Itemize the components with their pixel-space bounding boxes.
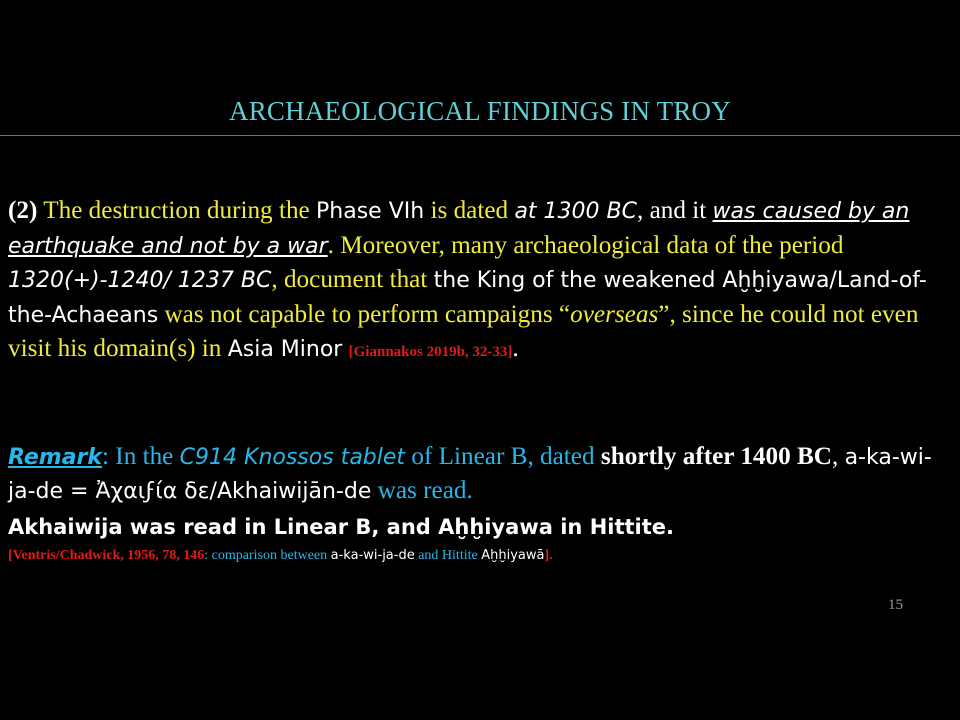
text-segment: was read.: [371, 477, 473, 504]
text-segment: of Linear B, dated: [405, 443, 601, 470]
main-paragraph: (2) The destruction during the Phase VIh is dated at 1300 BC, and it was caused by an earthquake and not by a war. Moreover, many archaeological data of the period 1320(+)-1240/ 1237 BC, document that the King of the weakened Aḫḫiyawa/Land-of-the-Achaeans was not capable to perform campaigns “overseas”, since he could not even visit his domain(s) in Asia Minor [Giannakos 2019b, 32-33].: [8, 197, 927, 363]
period-phrase: 1320(+)-1240/ 1237 BC: [8, 268, 272, 294]
citation: [Giannakos 2019b, 32-33]: [348, 344, 513, 361]
hittite-word: Aḫḫiyawā: [481, 548, 545, 563]
key-statement: Akhaiwija was read in Linear B, and Aḫḫiyawa in Hittite.: [8, 515, 675, 539]
reference-line: [Ventris/Chadwick, 1956, 78, 146: comparison between a-ka-wi-ja-de and Hittite Aḫḫiyawā].: [8, 548, 553, 563]
transliteration: a-ka-wi-ja-de = Ἀχαιϝία δε/Akhaiwijān-de: [8, 445, 932, 504]
remark-label: Remark: [8, 445, 103, 470]
point-number: (2): [8, 197, 38, 224]
remark-paragraph: Remark: In the C914 Knossos tablet of Linear B, dated shortly after 1400 BC, a-ka-wi-ja-de = Ἀχαιϝία δε/Akhaiwijān-de was read.: [8, 443, 932, 504]
text-segment: , and it: [636, 197, 713, 224]
slide-title: ARCHAEOLOGICAL FINDINGS IN TROY: [229, 96, 731, 126]
overseas-word: overseas: [570, 300, 659, 328]
king-phrase: the King of the weakened Aḫḫiyawa/Land-of-the-Achaeans: [8, 268, 927, 328]
text-segment: , document that: [271, 266, 434, 294]
asia-minor: Asia Minor: [227, 337, 343, 363]
reference-source: [Ventris/Chadwick, 1956, 78, 146: [8, 548, 205, 563]
text-segment: is dated: [424, 197, 515, 224]
date-phrase: shortly after 1400 BC: [600, 443, 832, 470]
tablet-name: C914 Knossos tablet: [179, 445, 406, 470]
phase-label: Phase VIh: [316, 199, 425, 224]
text-segment: and Hittite: [414, 548, 482, 563]
page-number: 15: [888, 597, 903, 613]
text-segment: was not capable to perform campaigns “: [158, 300, 571, 328]
text-segment: : comparison between: [204, 548, 331, 563]
linear-b-word: a-ka-wi-ja-de: [330, 548, 415, 563]
date-phrase: at 1300 BC: [514, 199, 637, 224]
text-segment: ”, since he could not even visit his domain(s) in: [8, 300, 919, 363]
cause-phrase: was caused by an earthquake and not by a war: [8, 199, 910, 259]
text-segment: : In the: [102, 443, 180, 470]
text-segment: . Moreover, many archaeological data of the period: [327, 231, 844, 259]
title-divider: [0, 135, 960, 136]
text-segment: The destruction during the: [37, 197, 317, 224]
